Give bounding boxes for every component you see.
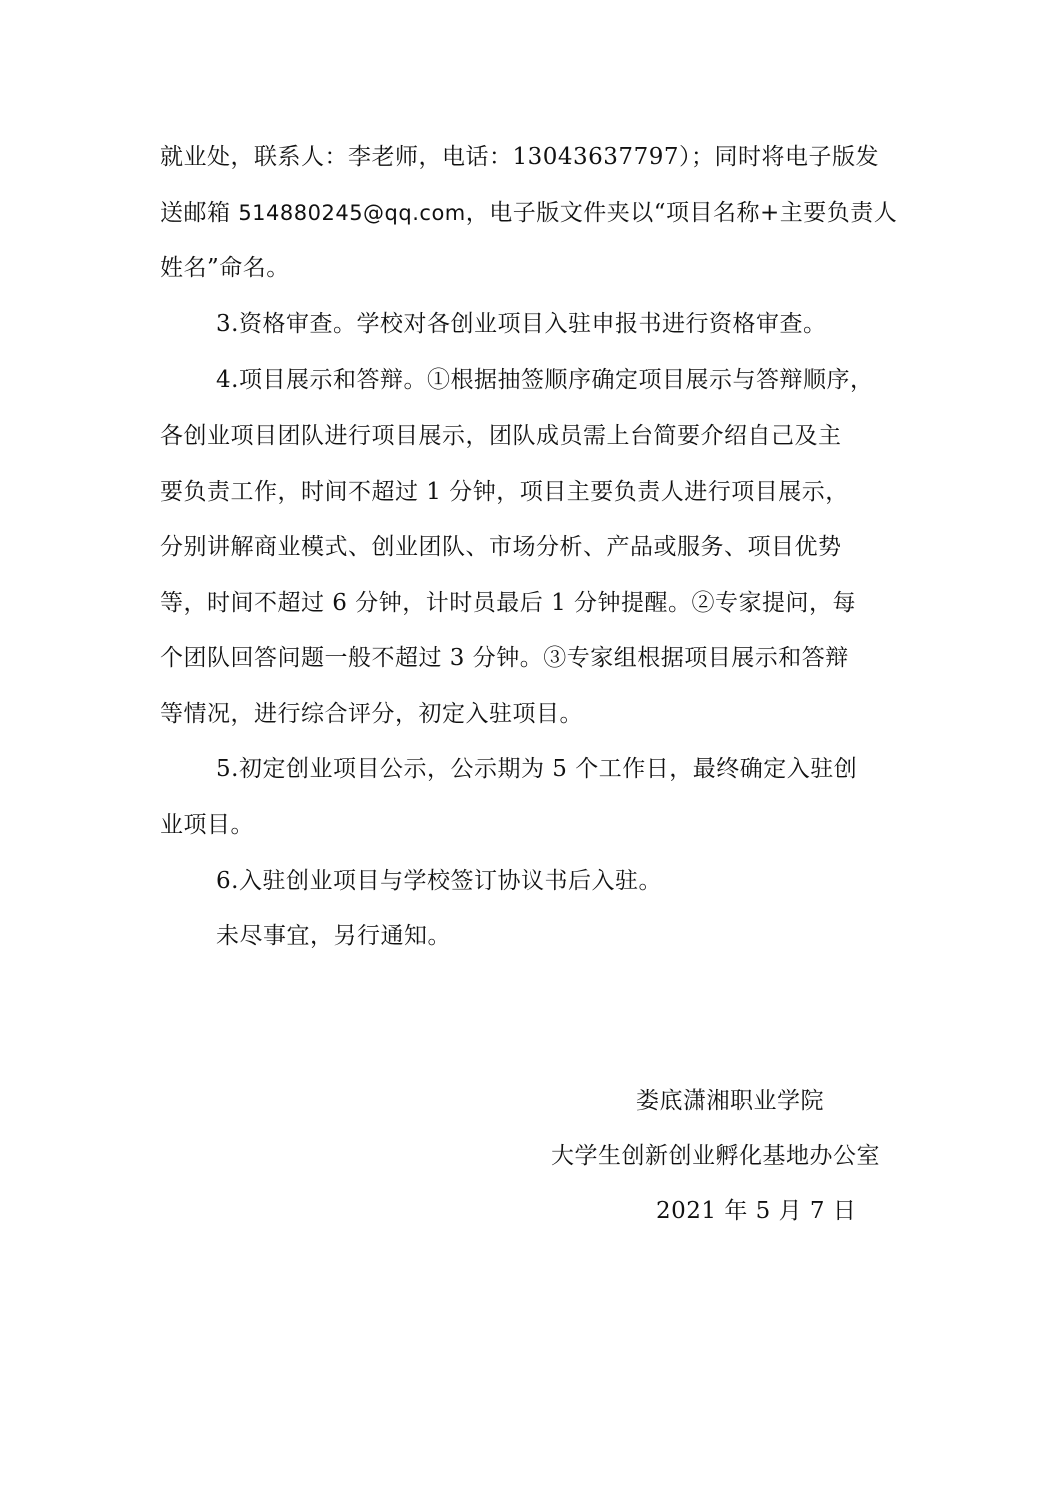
paragraph-line: 就业处，联系人：李老师，电话：13043637797）；同时将电子版发 — [160, 144, 879, 170]
paragraph-line: 姓名”命名。 — [160, 255, 290, 281]
email-address: 514880245@qq.com — [238, 201, 466, 225]
text-span: ，电子版文件夹以“项目名称+主要负责人 — [465, 200, 898, 226]
item-4-line: 要负责工作，时间不超过 1 分钟，项目主要负责人进行项目展示， — [160, 479, 849, 505]
item-3: 3.资格审查。学校对各创业项目入驻申报书进行资格审查。 — [216, 311, 827, 337]
item-4-line: 等，时间不超过 6 分钟，计时员最后 1 分钟提醒。②专家提问，每 — [160, 590, 857, 616]
item-6: 6.入驻创业项目与学校签订协议书后入驻。 — [216, 868, 662, 894]
paragraph-line — [160, 198, 897, 228]
item-4-line: 个团队回答问题一般不超过 3 分钟。③专家组根据项目展示和答辩 — [160, 645, 849, 671]
signature-date: 2021 年 5 月 7 日 — [656, 1198, 857, 1224]
item-4-line: 分别讲解商业模式、创业团队、市场分析、产品或服务、项目优势 — [160, 534, 842, 560]
item-5-line: 5.初定创业项目公示，公示期为 5 个工作日，最终确定入驻创 — [216, 756, 858, 782]
item-4-line: 等情况，进行综合评分，初定入驻项目。 — [160, 701, 583, 727]
item-4-line: 4.项目展示和答辩。①根据抽签顺序确定项目展示与答辩顺序， — [216, 367, 874, 393]
signature-organization: 娄底潇湘职业学院 — [636, 1088, 824, 1114]
item-5-line: 业项目。 — [160, 812, 254, 838]
text-span: 送邮箱 — [160, 200, 239, 226]
signature-office: 大学生创新创业孵化基地办公室 — [551, 1143, 880, 1169]
closing-remark: 未尽事宜，另行通知。 — [216, 923, 451, 949]
item-4-line: 各创业项目团队进行项目展示，团队成员需上台简要介绍自己及主 — [160, 423, 842, 449]
